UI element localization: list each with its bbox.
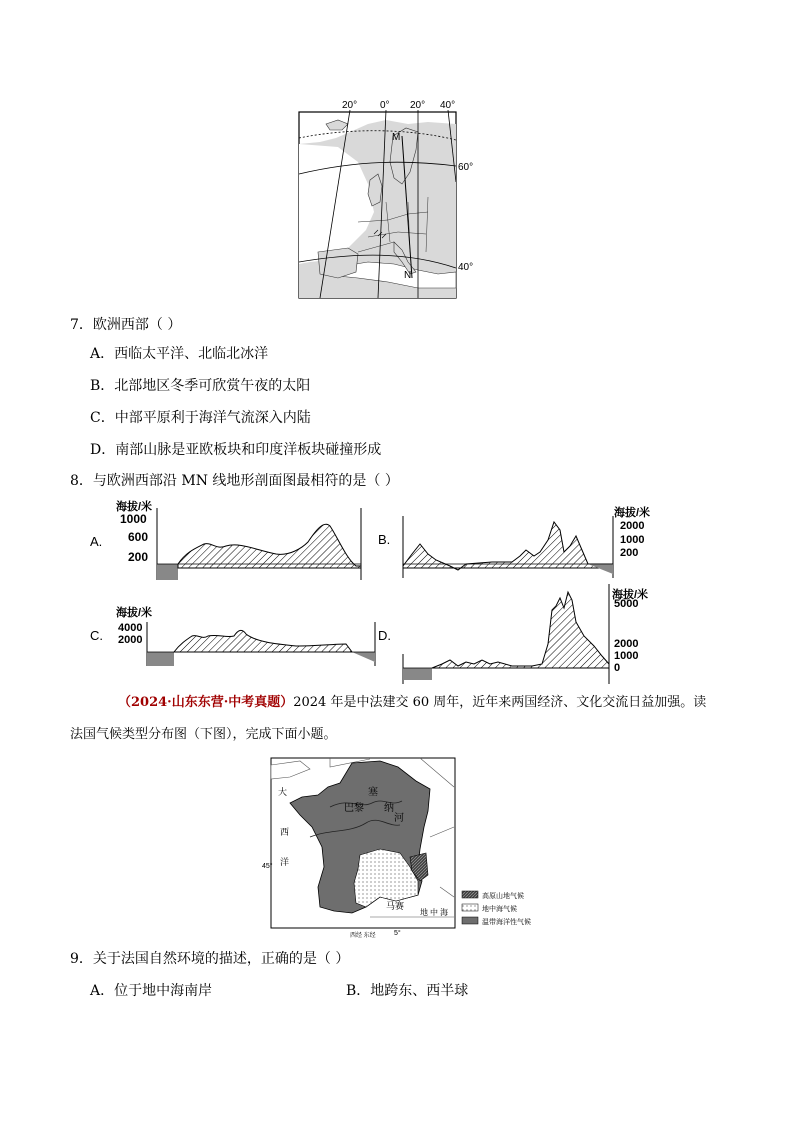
point-n: N bbox=[404, 270, 412, 281]
profile-d-svg bbox=[402, 584, 610, 684]
profile-c[interactable] bbox=[90, 604, 380, 674]
label-hai: 海 bbox=[440, 908, 448, 917]
q9-option-b[interactable]: B．地跨东、西半球 bbox=[346, 983, 469, 999]
profile-d-tick-1000: 1000 bbox=[614, 650, 639, 662]
intro-text-1: 2024 年是中法建交 60 周年，近年来两国经济、文化交流日益加强。读 bbox=[293, 695, 707, 710]
profile-b-svg bbox=[402, 516, 614, 578]
q7-stem: 7．欧洲西部（ ） bbox=[70, 317, 182, 333]
label-lon5: 5° bbox=[394, 930, 401, 937]
profile-b-letter: B. bbox=[378, 532, 391, 547]
profile-c-letter: C. bbox=[90, 628, 103, 643]
lon-label-0: 0° bbox=[380, 100, 390, 111]
label-zhong: 中 bbox=[430, 908, 438, 917]
label-yang: 洋 bbox=[280, 857, 290, 867]
profile-a[interactable] bbox=[90, 498, 365, 580]
profile-c-unit: 海拔/米 bbox=[116, 607, 153, 619]
profile-d-unit: 海拔/米 bbox=[612, 589, 649, 601]
q7-option-a[interactable]: A．西临太平洋、北临北冰洋 bbox=[90, 346, 269, 362]
profile-b-tick-2000: 2000 bbox=[620, 520, 645, 532]
label-paris: 巴黎 bbox=[344, 803, 364, 814]
label-bottom: 西经 东经 bbox=[350, 933, 376, 939]
label-da: 大 bbox=[278, 787, 288, 797]
profile-c-tick-2000: 2000 bbox=[118, 634, 143, 646]
label-marseille: 马赛 bbox=[386, 901, 405, 911]
source-tag: （2024·山东东营·中考真题） bbox=[118, 695, 294, 710]
label-he: 河 bbox=[394, 813, 404, 824]
profile-a-unit: 海拔/米 bbox=[116, 501, 153, 513]
profile-c-svg bbox=[146, 622, 376, 666]
profile-d-tick-0: 0 bbox=[614, 662, 621, 674]
europe-map bbox=[298, 100, 474, 300]
label-lat45: 45° bbox=[262, 863, 273, 870]
label-na: 纳 bbox=[384, 803, 394, 814]
europe-map-svg bbox=[298, 102, 458, 300]
lon-label-20e: 20° bbox=[410, 100, 426, 111]
france-map bbox=[262, 757, 540, 939]
lat-label-40: 40° bbox=[458, 262, 474, 273]
q7-option-c[interactable]: C．中部平原利于海洋气流深入内陆 bbox=[90, 410, 311, 426]
intro-line-1 bbox=[118, 694, 706, 712]
q7-option-b[interactable]: B．北部地区冬季可欣赏午夜的太阳 bbox=[90, 378, 311, 394]
q9-option-a[interactable]: A．位于地中海南岸 bbox=[90, 983, 213, 999]
legend-mediterranean: 地中海气候 bbox=[482, 906, 517, 913]
lat-label-60: 60° bbox=[458, 162, 474, 173]
legend-maritime: 温带海洋性气候 bbox=[482, 919, 531, 926]
profile-a-tick-200: 200 bbox=[128, 550, 149, 564]
profile-b-unit: 海拔/米 bbox=[614, 507, 651, 519]
profile-a-letter: A. bbox=[90, 534, 103, 549]
profile-d[interactable] bbox=[378, 584, 668, 684]
profile-a-svg bbox=[156, 508, 362, 580]
label-sai: 塞 bbox=[368, 787, 378, 798]
profile-d-tick-5000: 5000 bbox=[614, 598, 639, 610]
q7-option-d[interactable]: D．南部山脉是亚欧板块和印度洋板块碰撞形成 bbox=[90, 442, 382, 458]
lon-label-40e: 40° bbox=[440, 100, 456, 111]
q8-stem: 8．与欧洲西部沿 MN 线地形剖面图最相符的是（ ） bbox=[70, 473, 399, 489]
point-m: M bbox=[392, 132, 401, 143]
profile-a-tick-600: 600 bbox=[128, 530, 149, 544]
profile-d-tick-2000: 2000 bbox=[614, 638, 639, 650]
lon-label-20w: 20° bbox=[342, 100, 358, 111]
profile-a-tick-1000: 1000 bbox=[120, 512, 147, 526]
profile-d-letter: D. bbox=[378, 628, 391, 643]
profile-b[interactable] bbox=[378, 502, 668, 582]
intro-line-2: 法国气候类型分布图（下图），完成下面小题。 bbox=[70, 727, 337, 742]
profile-b-tick-200: 200 bbox=[620, 547, 639, 559]
profile-c-tick-4000: 4000 bbox=[118, 622, 143, 634]
label-xi: 西 bbox=[280, 827, 290, 837]
profile-b-tick-1000: 1000 bbox=[620, 534, 645, 546]
legend-highland: 高原山地气候 bbox=[482, 893, 524, 900]
label-di: 地 bbox=[420, 908, 428, 917]
q9-stem: 9．关于法国自然环境的描述，正确的是（ ） bbox=[70, 951, 350, 967]
